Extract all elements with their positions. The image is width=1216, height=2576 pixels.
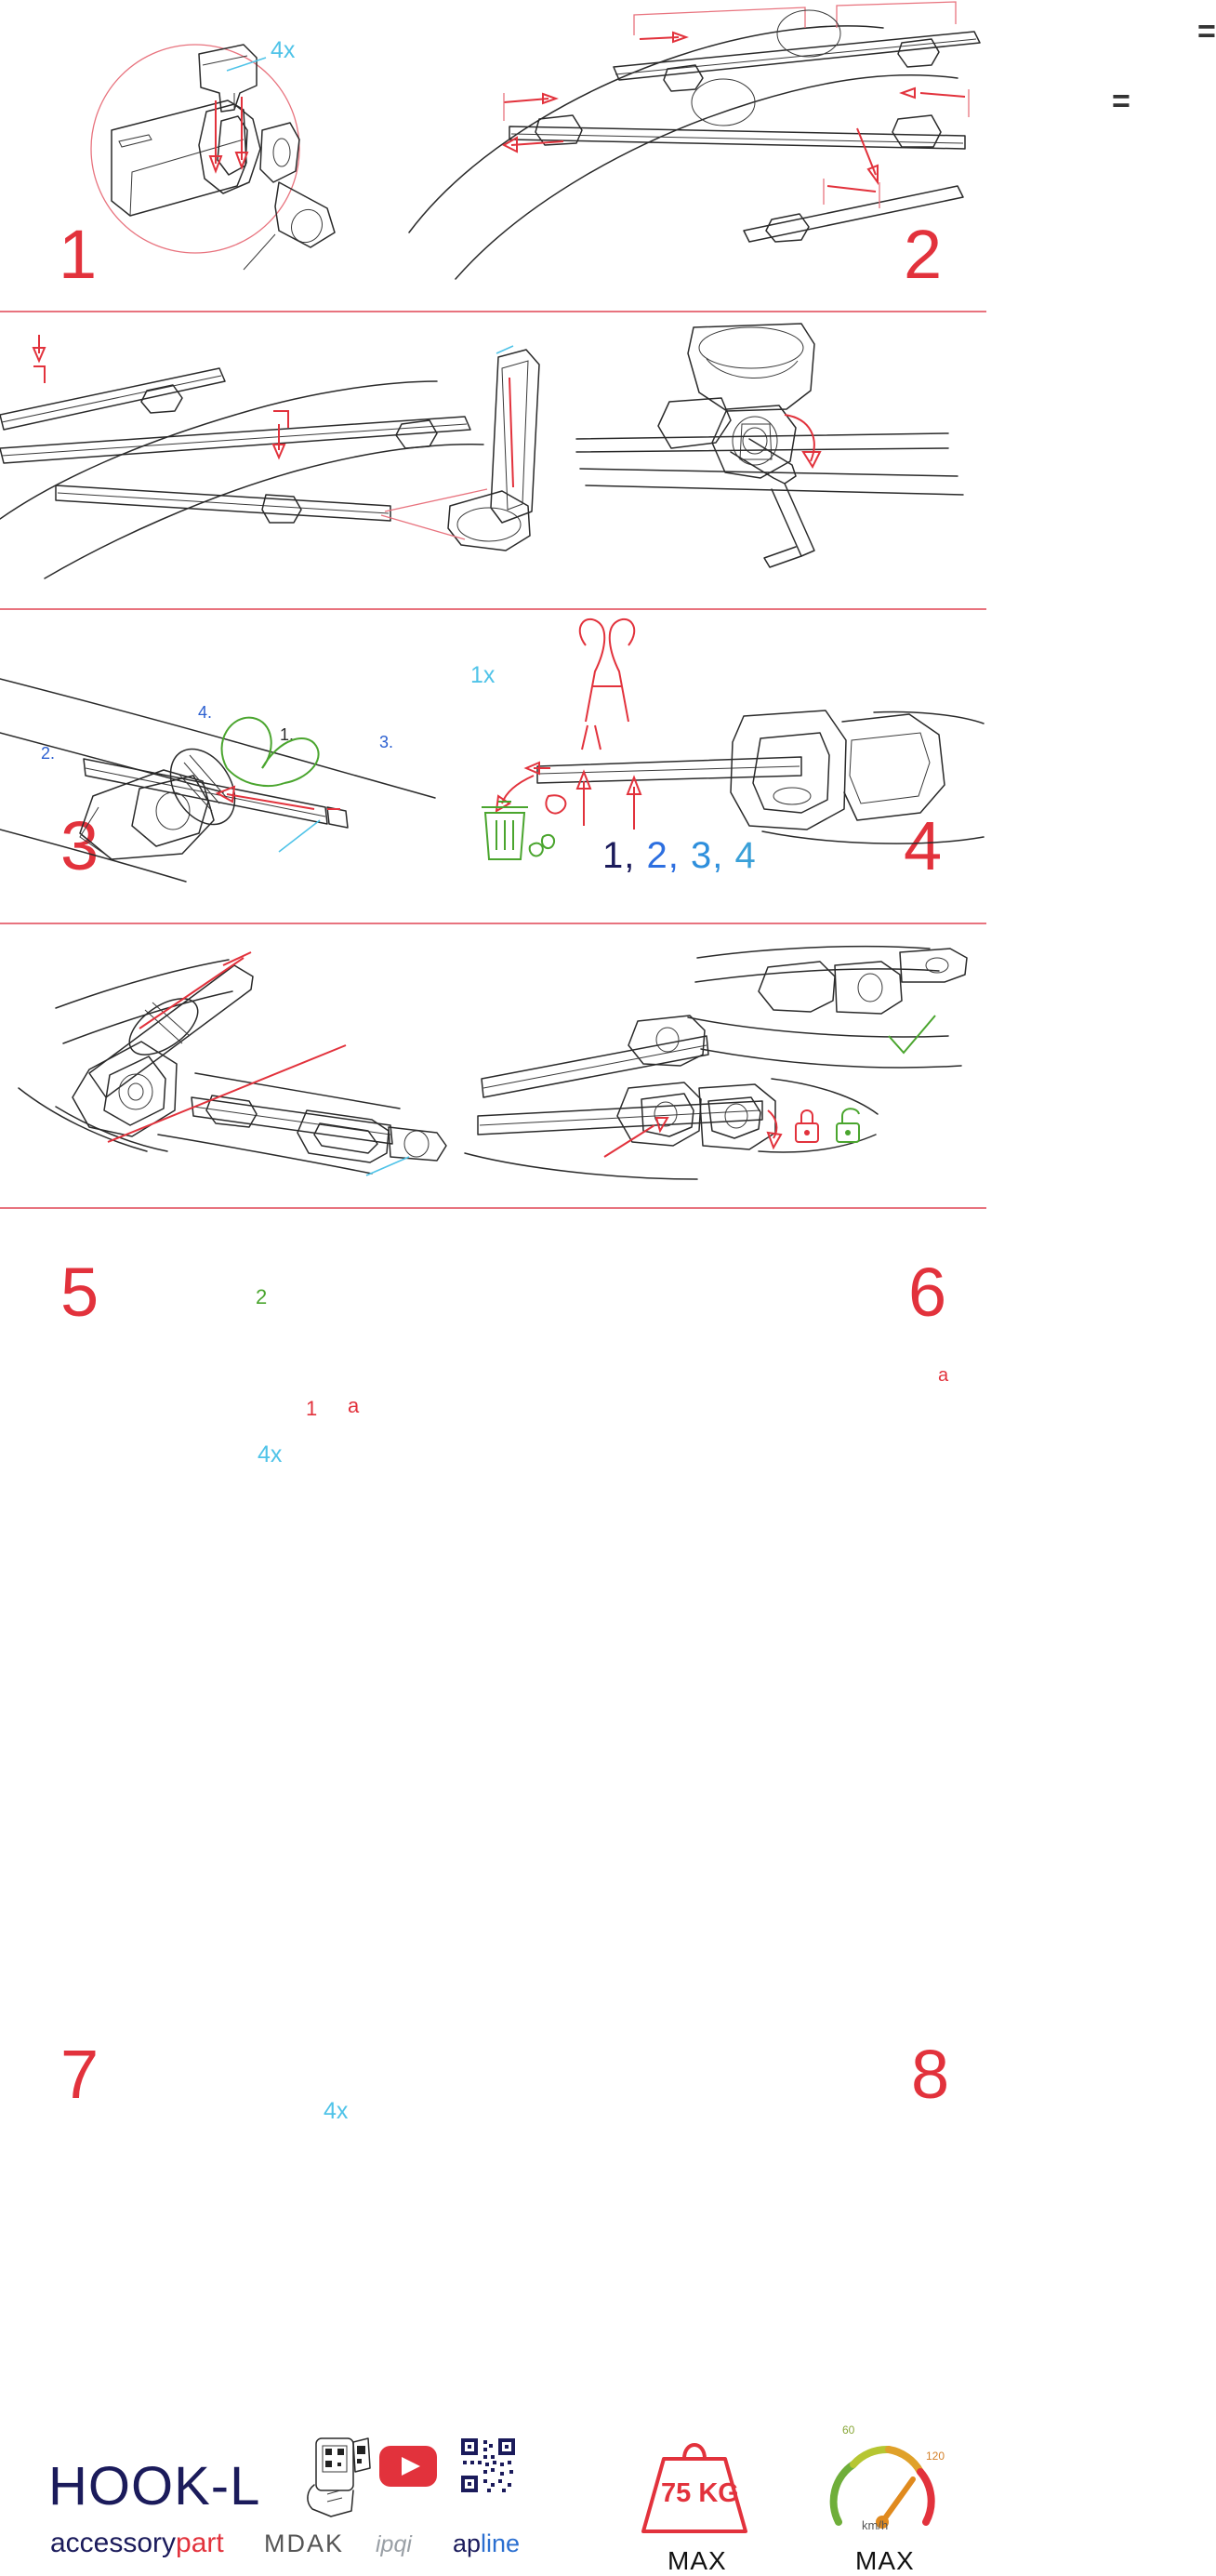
step-3-illustration <box>0 312 558 608</box>
step-5-quantity-label: 4x <box>258 1441 283 1467</box>
step-1-quantity-label: 4x <box>271 37 296 63</box>
step-1-panel <box>0 0 400 311</box>
step-2-number: 2 <box>904 216 943 293</box>
step-6-number: 6 <box>908 1254 947 1331</box>
step-2-panel <box>400 0 1216 311</box>
tagline-part: part <box>176 2528 224 2558</box>
step-3-number: 3 <box>60 807 99 884</box>
gauge-unit-label: km/h <box>862 2518 889 2532</box>
step-7-illustration <box>0 924 465 1207</box>
step-5-marker-a: a <box>348 1394 360 1417</box>
partner-mdak-label: MDAK <box>264 2530 345 2557</box>
step-6-marker-a: a <box>938 1365 949 1386</box>
brand-title: HOOK-L <box>48 2456 261 2516</box>
step-3-marker-1: 1. <box>280 725 295 744</box>
step-4-panel <box>558 312 986 884</box>
step-7-quantity-label: 4x <box>324 2098 349 2124</box>
step-5-illustration <box>0 610 437 923</box>
step-8-illustration <box>465 924 986 1207</box>
weight-limit-caption: MAX <box>667 2546 727 2575</box>
step-8-panel <box>465 924 986 2113</box>
step-5-number: 5 <box>60 1254 99 1331</box>
step-1-number: 1 <box>59 216 98 293</box>
brand-tagline <box>50 2528 224 2559</box>
step-4-illustration <box>558 312 986 608</box>
step-2-illustration <box>400 0 986 311</box>
partner-apline-line: line <box>481 2530 521 2557</box>
partner-mdak <box>264 2530 344 2558</box>
step-2-equal-symbol-1: = <box>1197 14 1216 49</box>
step-5-panel <box>0 610 437 1467</box>
step-3-panel <box>0 312 558 884</box>
step-3-marker-3: 3. <box>379 733 394 751</box>
step-4-sequence-label: 1, 2, 3, 4 <box>602 835 757 876</box>
gauge-tick-60: 60 <box>842 2423 855 2437</box>
youtube-icon[interactable] <box>379 2446 437 2487</box>
qr-phone-icon[interactable] <box>299 2437 370 2518</box>
tagline-accessory: accessory <box>50 2528 177 2558</box>
step-7-panel <box>0 924 465 2124</box>
partner-ipqi-label: ipqi <box>376 2531 412 2557</box>
partner-apline-ap: ap <box>453 2530 482 2557</box>
step-6-illustration <box>437 610 986 923</box>
gauge-tick-120: 120 <box>926 2450 945 2463</box>
step-8-number: 8 <box>911 2036 950 2113</box>
step-5-marker-2: 2 <box>256 1285 268 1308</box>
partner-ipqi <box>376 2531 412 2558</box>
step-7-number: 7 <box>60 2036 99 2113</box>
qr-code-icon[interactable] <box>459 2437 517 2494</box>
speed-limit-caption: MAX <box>855 2546 915 2575</box>
step-5-marker-1: 1 <box>306 1397 318 1420</box>
step-4-number: 4 <box>904 807 943 884</box>
step-3-marker-4: 4. <box>198 703 213 722</box>
weight-limit-value: 75 KG <box>661 2478 739 2508</box>
partner-apline <box>453 2530 520 2558</box>
step-2-equal-symbol-2: = <box>1112 84 1130 119</box>
step-6-panel <box>437 610 986 1386</box>
step-3-quantity-label: 1x <box>470 662 496 688</box>
step-3-marker-2: 2. <box>41 744 56 763</box>
